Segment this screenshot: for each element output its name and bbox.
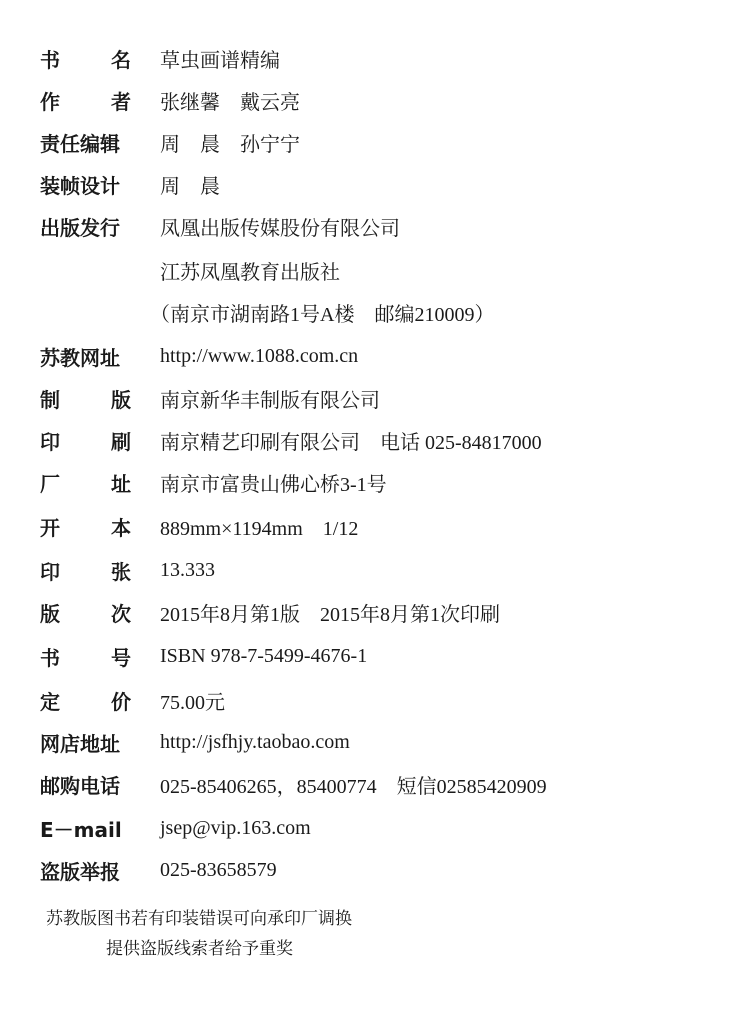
info-row-format (40, 510, 359, 542)
info-row-author (40, 84, 300, 116)
info-row-plate (40, 382, 380, 414)
label-title: 书 名 (40, 47, 132, 72)
label-factory: 厂 址 (40, 471, 132, 496)
info-row-piracy (40, 854, 277, 886)
info-row-shop (40, 726, 350, 758)
label-price: 定 价 (40, 689, 132, 714)
label-sheets: 印 张 (40, 559, 132, 584)
value-author: 张继馨 戴云亮 (160, 91, 300, 114)
label-editor: 责任编辑 (40, 131, 120, 156)
note-reward: 提供盗版线索者给予重奖 (106, 939, 293, 959)
info-row-factory (40, 466, 387, 498)
info-row-publisher (40, 210, 400, 242)
label-shop: 网店地址 (40, 731, 120, 756)
value-design: 周 晨 (160, 175, 220, 198)
value-piracy: 025-83658579 (160, 858, 277, 881)
info-row-website (40, 340, 359, 372)
label-isbn: 书 号 (40, 645, 132, 670)
value-factory: 南京市富贵山佛心桥3-1号 (160, 473, 387, 496)
info-row-email (40, 812, 311, 844)
value-website: http://www.1088.com.cn (160, 344, 359, 367)
value-isbn: ISBN 978-7-5499-4676-1 (160, 644, 368, 667)
info-row-mailorder (40, 768, 547, 800)
info-row-isbn (40, 640, 368, 672)
label-mailorder: 邮购电话 (40, 773, 120, 798)
info-row-edition (40, 596, 500, 628)
label-website: 苏教网址 (40, 345, 120, 370)
info-row-design (40, 168, 220, 200)
value-price: 75.00元 (160, 691, 225, 714)
info-row-printer (40, 424, 542, 456)
label-author: 作 者 (40, 89, 132, 114)
value-editor: 周 晨 孙宁宁 (160, 133, 300, 156)
publisher-cont-1: 江苏凤凰教育出版社 (160, 261, 340, 284)
value-format: 889mm×1194mm 1/12 (160, 517, 359, 540)
value-sheets: 13.333 (160, 558, 215, 581)
label-email: E－mail (40, 817, 122, 842)
label-printer: 印 刷 (40, 429, 132, 454)
value-edition: 2015年8月第1版 2015年8月第1次印刷 (160, 603, 500, 626)
label-plate: 制 版 (40, 387, 132, 412)
value-shop: http://jsfhjy.taobao.com (160, 730, 350, 753)
value-plate: 南京新华丰制版有限公司 (160, 389, 380, 412)
info-row-sheets (40, 554, 215, 586)
label-edition: 版 次 (40, 601, 132, 626)
value-publisher: 凤凰出版传媒股份有限公司 (160, 217, 400, 240)
info-row-price (40, 684, 225, 716)
label-publisher: 出版发行 (40, 215, 120, 240)
value-mailorder: 025-85406265，85400774 短信02585420909 (160, 775, 547, 798)
note-exchange: 苏教版图书若有印装错误可向承印厂调换 (46, 909, 352, 929)
publisher-address: （南京市湖南路1号A楼 邮编210009） (150, 303, 495, 326)
label-format: 开 本 (40, 515, 132, 540)
value-title: 草虫画谱精编 (160, 49, 280, 72)
value-printer: 南京精艺印刷有限公司 电话 025-84817000 (160, 431, 542, 454)
value-email: jsep@vip.163.com (160, 816, 311, 839)
info-row-title (40, 42, 280, 74)
info-row-editor (40, 126, 300, 158)
label-design: 装帧设计 (40, 173, 120, 198)
label-piracy: 盗版举报 (40, 859, 120, 884)
